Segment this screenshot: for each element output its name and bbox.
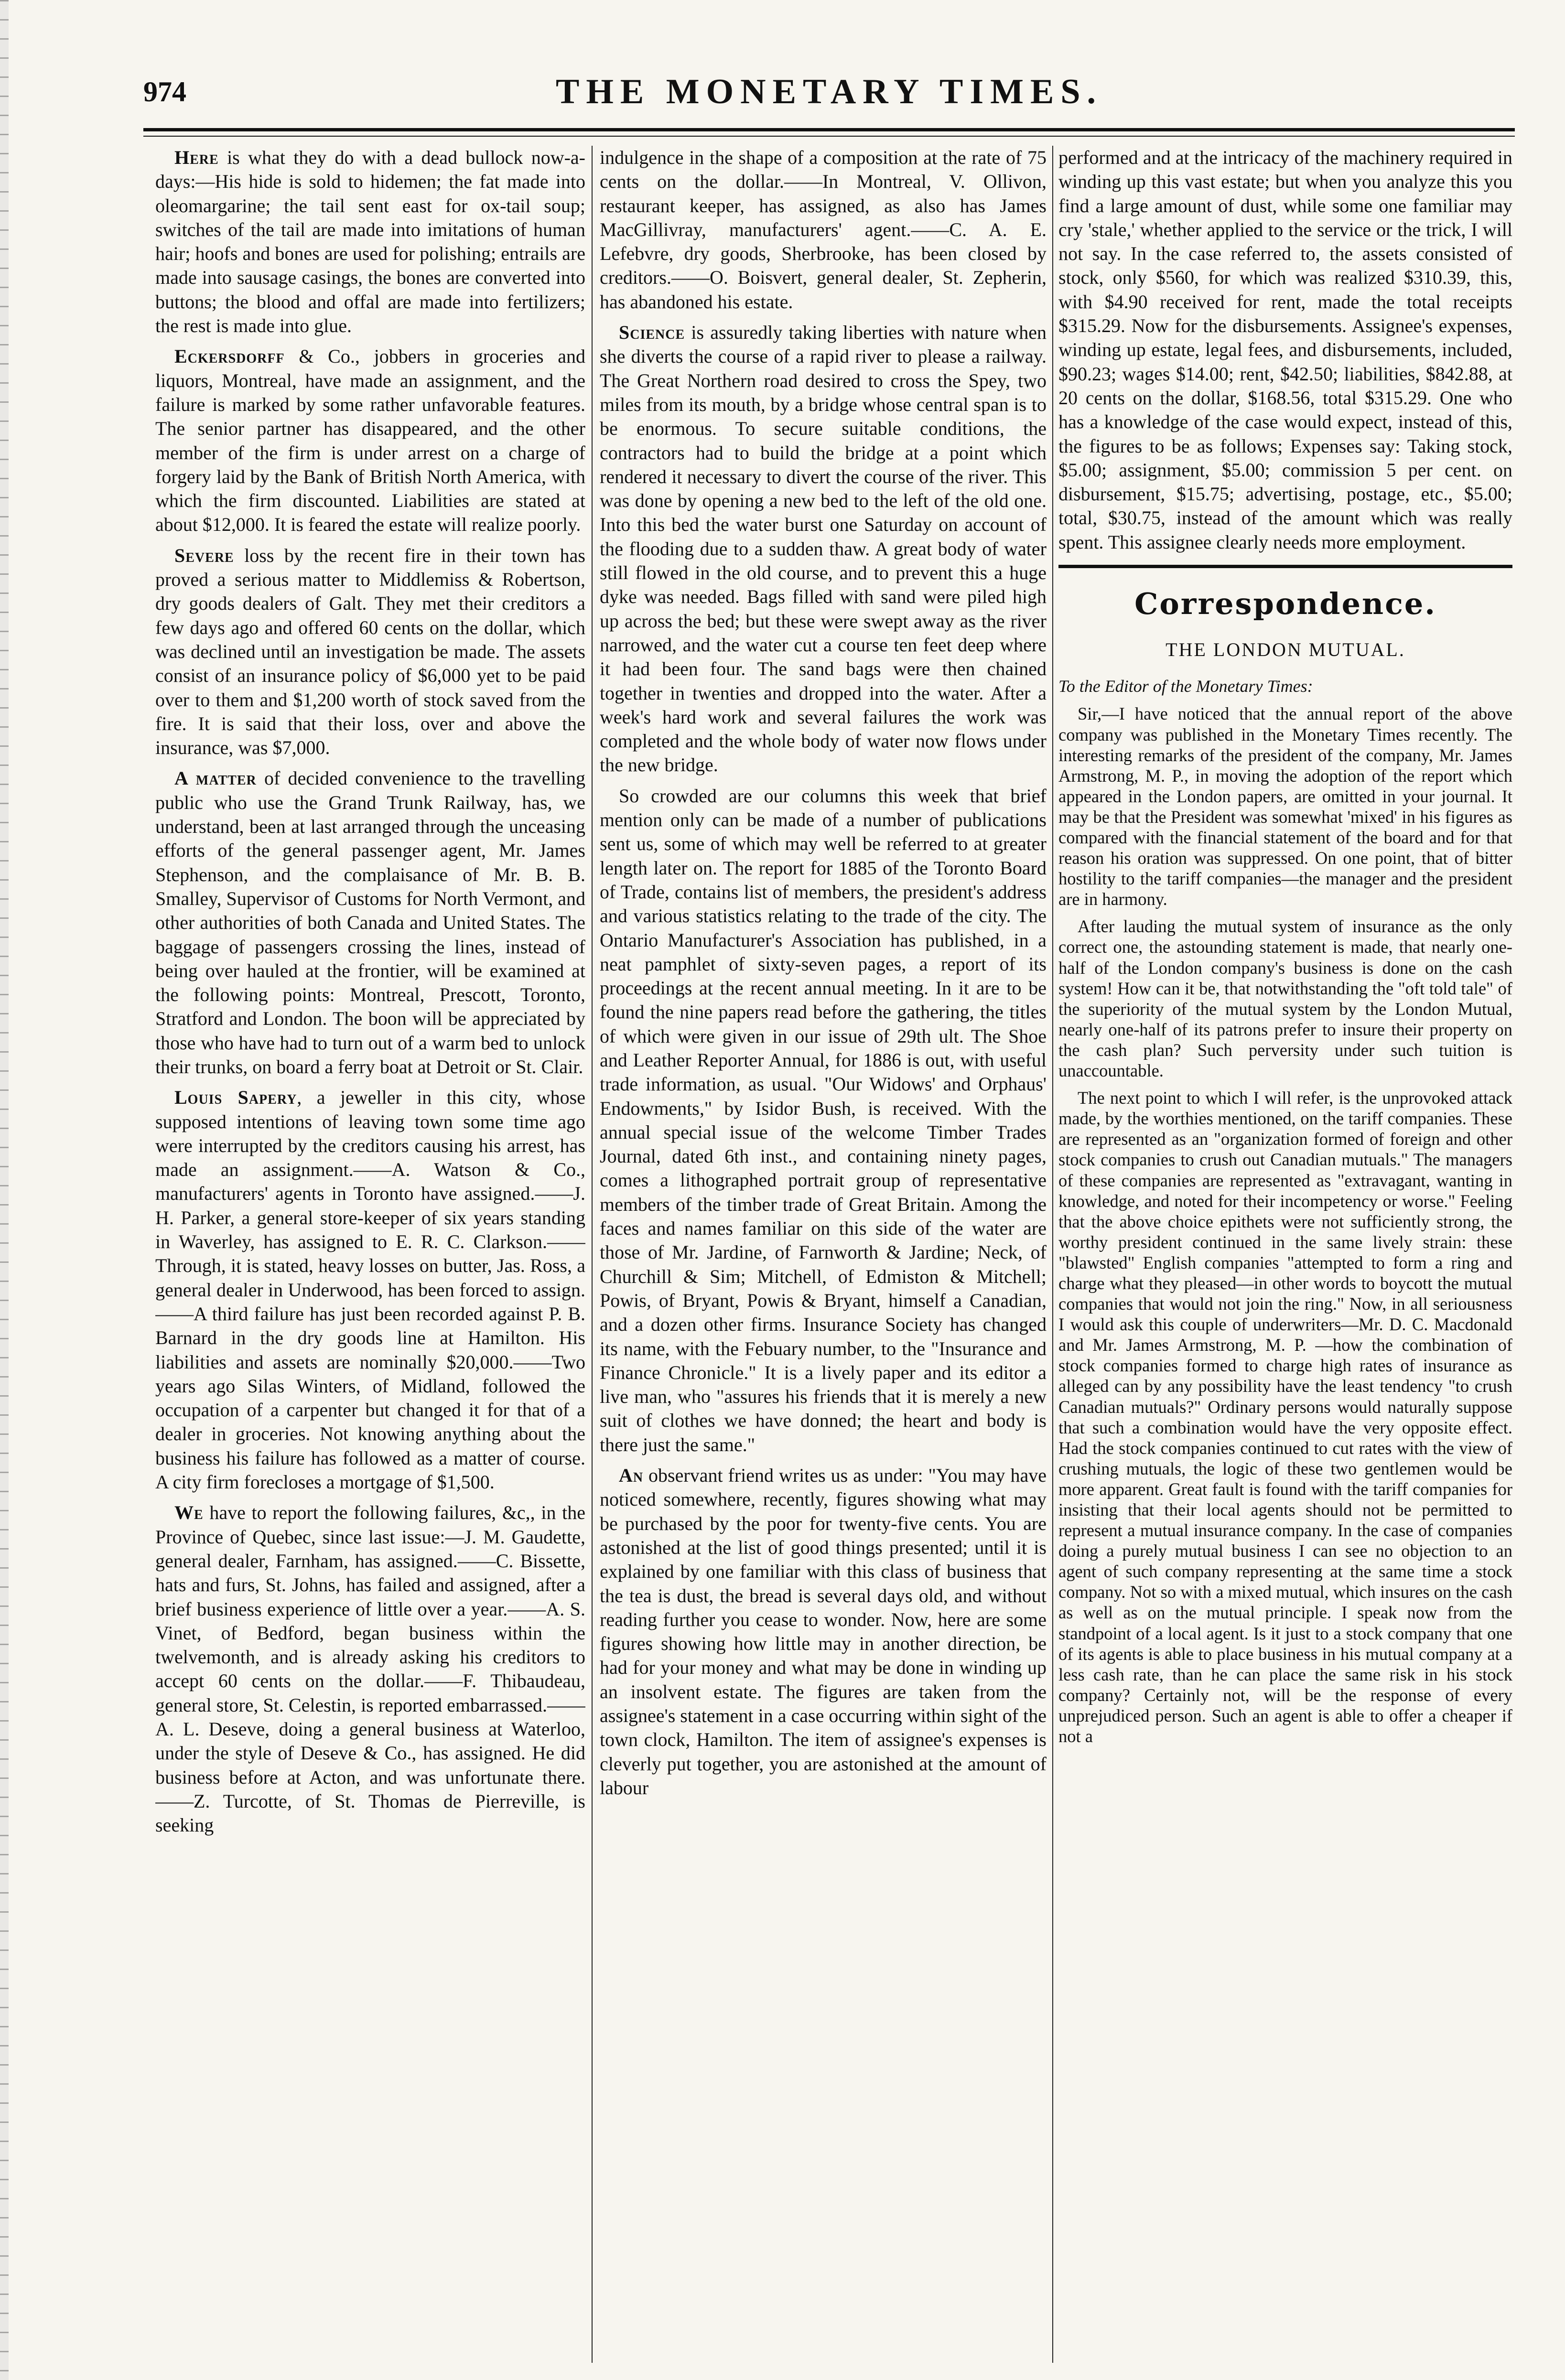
paragraph-text: is what they do with a dead bullock now-a-days:—His hide is sold to hidemen; the fat made into oleomargarine; the tail sent east for ox-tail soup; switches of the tail are made into imitations of human hair; hoofs and bones are used for polishing; entrails are made into sausage casings, the bones are converted into buttons; the blood and offal are made into fertilizers; the rest is made into glue. <box>155 147 585 337</box>
column-left <box>155 146 585 2363</box>
column-divider <box>592 146 593 2363</box>
article-paragraph: performed and at the intricacy of the machinery required in winding up this vast estate; but when you analyze this you find a large amount of dust, while some one familiar may cry 'stale,' whether applied to the service or the trick, I will not say. In the case referred to, the assets consisted of stock, only $560, for which was realized $310.39, this, with $4.90 received for rent, made the total receipts $315.29. Now for the disbursements. Assignee's expenses, winding up estate, legal fees, and disbursements, included, $90.23; wages $14.00; rent, $42.50; liabilities, $842.88, at 20 cents on the dollar, $168.56, total $315.29. One who has a knowledge of the case would expect, instead of this, the figures to be as follows; Expenses say: Taking stock, $5.00; assignment, $5.00; commission 5 per cent. on disbursement, $15.75; advertising, postage, etc., $5.00; total, $30.75, instead of the amount which was really spent. This assignee clearly needs more employment. <box>1058 147 1512 553</box>
paragraph-text: So crowded are our columns this week that brief mention only can be made of a number of publications sent us, some of which may well be referred to at greater length later on. The report for 1885 of the Toronto Board of Trade, contains list of members, the president's address and various statistics relating to the trade of the city. The Ontario Manufacturer's Association has published, in a neat pamphlet of sixty-seven pages, a report of its proceedings at the recent annual meeting. In it are to be found the nine papers read before the gathering, the titles of which were given in our issue of 29th ult. The Shoe and Leather Reporter Annual, for 1886 is out, with useful trade information, as usual. "Our Widows' and Orphaus' Endowments," by Isidor Bush, is received. With the annual special issue of the welcome Timber Trades Journal, dated 6th inst., and containing ninety pages, comes a lithographed portrait group of representative members of the timber trade of Great Britain. Among the faces and names familiar on this side of the water are those of Mr. Jardine, of Farnworth & Jardine; Neck, of Churchill & Sim; Mitchell, of Edmiston & Mitchell; Powis, of Bryant, Powis & Bryant, himself a Canadian, and a dozen other firms. Insurance Society has changed its name, with the Febuary number, to the "Insurance and Finance Chronicle." It is a lively paper and its editor a live man, who "assures his friends that it is merely a new suit of clothes we have donned; the heart and body is there just the same." <box>600 785 1047 1455</box>
section-heading: Correspondence. <box>1134 586 1436 622</box>
paragraph-lead: A matter <box>174 767 257 789</box>
paragraph-text: loss by the recent fire in their town has proved a serious matter to Middlemiss & Robertson, dry goods dealers of Galt. They met their creditors a few days ago and offered 60 cents on the dollar, which was declined until an investigation be made. The assets consist of an insurance policy of $6,000 yet to be paid over to them and $1,200 worth of stock saved from the fire. It is said that their loss, over and above the insurance, was $7,000. <box>155 544 585 759</box>
paragraph-text: is assuredly taking liberties with nature when she diverts the course of a rapid river to please a railway. The Great Northern road desired to cross the Spey, two miles from its mouth, by a bridge whose central span is to be enormous. To secure suitable conditions, the contractors had to build the bridge at a point which rendered it necessary to divert the course of the river. This was done by opening a new bed to the left of the old one. Into this bed the water burst one Saturday on account of the flooding due to a sudden thaw. A great body of water still flowed in the old course, and to prevent this a huge dyke was needed. Bags filled with sand were piled high up across the bed; but these were swept away as the river narrowed, and the water cut a course ten feet deep where it had been four. The sand bags were then chained together in twenties and dropped into the water. After a week's hard work and several failures the work was completed and the whole body of water now flows under the new bridge. <box>600 322 1047 776</box>
paragraph-lead: Eckersdorff <box>174 345 285 367</box>
page-number: 974 <box>143 76 186 108</box>
article-paragraph <box>600 146 1047 314</box>
article-paragraph <box>155 1086 585 1494</box>
article-paragraph <box>155 146 585 338</box>
paragraph-lead: Science <box>619 322 685 344</box>
letter-paragraph: Sir,—I have noticed that the annual report of the above company was published in the Monetary Times recently. The interesting remarks of the president of the company, Mr. James Armstrong, M. P., in moving the adoption of the report which appeared in the London papers, are omitted in your journal. It may be that the President was somewhat 'mixed' in his figures as compared with the financial statement of the board and for that reason his oration was suppressed. On one point, that of bitter hostility to the tariff companies—the manager and the president are in harmony. <box>1058 704 1512 909</box>
letter-paragraph: The next point to which I will refer, is the unprovoked attack made, by the worthies mentioned, on the tariff companies. These are represented as an "organization formed of foreign and other stock companies to crush out Canadian mutuals." The managers of these companies are represented as "extravagant, wanting in knowledge, and noted for their incompetency or worse." Feeling that the above choice epithets were not sufficiently strong, the worthy president continued in the same lively strain: these "blawsted" English companies "attempted to form a ring and charge what they pleased—in other words to boycott the mutual companies that would not join the ring." Now, in all seriousness I would ask this couple of underwriters—Mr. D. C. Macdonald and Mr. James Armstrong, M. P. —how the combination of stock companies formed to charge high rates of insurance as alleged can by any possibility have the least tendency "to crush Canadian mutuals?" Ordinary persons would naturally suppose that such a combination would have the very opposite effect. Had the stock companies continued to cut rates with the view of crushing mutuals, the logic of these two gentlemen would be more apparent. Great fault is found with the tariff companies for insisting that their local agents should not be permitted to represent a mutual insurance company. In the case of companies doing a purely mutual business I can see no objection to an agent of such company representing at the same time a stock company. Not so with a mixed mutual, which insures on the cash as well as on the mutual principle. I speak now from the standpoint of a local agent. Is it just to a stock company that one of its agents is able to place business in his mutual company at a less cash rate, than he can place the same risk in his stock company? Certainly not, will be the response of every unprejudiced person. Such an agent is able to offer a cheaper if not a <box>1058 1088 1512 1746</box>
article-paragraph <box>155 766 585 1079</box>
column-right <box>1058 146 1512 2363</box>
paragraph-text: of decided convenience to the travelling public who use the Grand Trunk Railway, has, we understand, been at last arranged through the unceasing efforts of the general passenger agent, Mr. James Stephenson, and the complaisance of Mr. B. B. Smalley, Supervisor of Customs for North Vermont, and other authorities of both Canada and United States. The baggage of passengers crossing the lines, instead of being over hauled at the frontier, will be examined at the following points: Montreal, Prescott, Toronto, Stratford and London. The boon will be appreciated by those who have had to turn out of a warm bed to unlock their trunks, on board a ferry boat at Detroit or St. Clair. <box>155 767 585 1077</box>
article-paragraph <box>600 321 1047 777</box>
article-paragraph <box>600 1464 1047 1800</box>
paragraph-text: & Co., jobbers in groceries and liquors, Montreal, have made an assignment, and the failure is marked by some rather unfavorable features. The senior partner has disappeared, and the other member of the firm is under arrest on a charge of forgery laid by the Bank of British North America, with which the firm discounted. Liabilities are stated at about $12,000. It is feared the estate will realize poorly. <box>155 345 585 536</box>
letter-salutation: To the Editor of the Monetary Times: <box>1058 677 1313 696</box>
column-divider <box>1052 146 1053 2363</box>
article-paragraph <box>600 784 1047 1457</box>
paragraph-lead: We <box>174 1502 204 1524</box>
page-header <box>143 72 1515 134</box>
paragraph-lead: Here <box>174 147 219 168</box>
column-middle <box>600 146 1047 2363</box>
paragraph-text: , a jeweller in this city, whose supposed intentions of leaving town some time ago were interrupted by the creditors causing his arrest, has made an assignment.——A. Watson & Co., manufacturers' agents in Toronto have assigned.——J. H. Parker, a general store-keeper of six years standing in Waverley, has assigned to E. R. C. Clarkson.——Through, it is stated, heavy losses on butter, Jas. Ross, a general dealer in Underwood, has been forced to assign.——A third failure has just been recorded against P. B. Barnard in the dry goods line at Hamilton. His liabilities and assets are nominally $20,000.——Two years ago Silas Winters, of Midland, followed the occupation of a carpenter but changed it for that of a dealer in groceries. Not knowing anything about the business his failure has followed as a matter of course. A city firm forecloses a mortgage of $1,500. <box>155 1087 585 1493</box>
header-rule <box>143 128 1515 131</box>
letter-title: THE LONDON MUTUAL. <box>1166 639 1405 661</box>
header-rule-thin <box>143 136 1515 137</box>
letter-paragraph: After lauding the mutual system of insurance as the only correct one, the astounding statement is made, that nearly one-half of the London company's business is done on the cash system! How can it be, that notwithstanding the "oft told tale" of the superiority of the mutual system by the London Mutual, nearly one-half of its patrons prefer to insure their property on the cash plan? Such perversity under such tuition is unaccountable. <box>1058 916 1512 1081</box>
paragraph-lead: Severe <box>174 544 234 566</box>
article-paragraph <box>155 1501 585 1837</box>
article-paragraph <box>155 345 585 537</box>
paragraph-text: indulgence in the shape of a composition at the rate of 75 cents on the dollar.——In Montreal, V. Ollivon, restaurant keeper, has assigned, as also has James MacGillivray, manufacturers' agent.——C. A. E. Lefebvre, dry goods, Sherbrooke, has been closed by creditors.——O. Boisvert, general dealer, St. Zepherin, has abandoned his estate. <box>600 147 1047 312</box>
paragraph-lead: An <box>619 1465 644 1486</box>
section-rule <box>1058 565 1512 568</box>
paragraph-text: observant friend writes us as under: "You may have noticed somewhere, recently, figures showing what may be purchased by the poor for twenty-five cents. You are astonished at the list of good things presented; until it is explained by one familiar with this class of business that the tea is dust, the bread is several days old, and without reading further you cease to wonder. Now, here are some figures showing how little may in another direction, be had for your money and what may be done in winding up an insolvent estate. The figures are taken from the assignee's statement in a case occurring within sight of the town clock, Hamilton. The item of assignee's expenses is cleverly put together, you are astonished at the amount of labour <box>600 1465 1047 1798</box>
paragraph-text: have to report the following failures, &c,, in the Province of Quebec, since last issue:—J. M. Gaudette, general dealer, Farnham, has assigned.——C. Bissette, hats and furs, St. Johns, has failed and assigned, after a brief business experience of little over a year.——A. S. Vinet, of Bedford, began business within the twelvemonth, and is already asking his creditors to accept 60 cents on the dollar.——F. Thibaudeau, general store, St. Celestin, is reported embarrassed.——A. L. Deseve, doing a general business at Waterloo, under the style of Deseve & Co., has assigned. He did business before at Acton, and was unfortunate there.——Z. Turcotte, of St. Thomas de Pierreville, is seeking <box>155 1502 585 1836</box>
article-paragraph <box>155 544 585 760</box>
page-binding-edge <box>0 0 9 2380</box>
paragraph-lead: Louis Sapery <box>174 1087 297 1109</box>
masthead-title: THE MONETARY TIMES. <box>556 72 1102 111</box>
